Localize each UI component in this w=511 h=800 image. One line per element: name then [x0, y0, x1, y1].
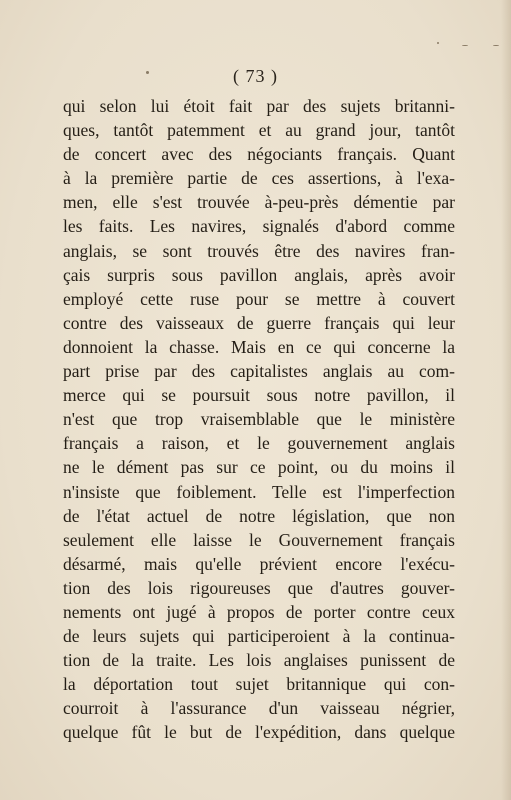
- text-line: qui selon lui étoit fait par des sujets britanni-: [63, 96, 455, 116]
- text-line: quelque fût le but de l'expédition, dans quelque: [63, 722, 455, 743]
- text-line: contre des vaisseaux de guerre français qui leur: [63, 312, 455, 333]
- text-line: courroit à l'assurance d'un vaisseau négrier,: [63, 698, 455, 719]
- paper-speck: [462, 45, 468, 46]
- text-line: ques, tantôt patemment et au grand jour, tantôt: [63, 120, 455, 141]
- text-line: n'insiste que foiblement. Telle est l'imperfection: [63, 481, 455, 502]
- text-line: çais surpris sous pavillon anglais, après avoir: [63, 264, 455, 285]
- text-line: la déportation tout sujet britannique qui con-: [63, 674, 455, 695]
- body-text: [63, 94, 455, 745]
- text-line: nements ont jugé à propos de porter contre ceux: [63, 601, 455, 622]
- text-line: les faits. Les navires, signalés d'abord comme: [63, 216, 455, 237]
- page-number: ( 73 ): [233, 66, 278, 86]
- text-line: à la première partie de ces assertions, à l'exa-: [63, 168, 455, 189]
- text-line: de leurs sujets qui participeroient à la continua-: [63, 626, 455, 647]
- paper-speck: [437, 42, 439, 44]
- text-line: anglais, se sont trouvés être des navires fran-: [63, 240, 455, 261]
- text-line: merce qui se poursuit sous notre pavillon, il: [63, 385, 455, 406]
- text-line: men, elle s'est trouvée à-peu-près démentie par: [63, 192, 455, 213]
- text-line: donnoient la chasse. Mais en ce qui concerne la: [63, 336, 455, 357]
- text-line: désarmé, mais qu'elle prévient encore l'exécu-: [63, 553, 455, 574]
- text-line: ne le dément pas sur ce point, ou du moins il: [63, 457, 455, 478]
- text-line: de concert avec des négociants français. Quant: [63, 144, 455, 165]
- text-line: tion de la traite. Les lois anglaises punissent de: [63, 650, 455, 671]
- paper-speck: [493, 45, 499, 46]
- text-line: n'est que trop vraisemblable que le ministère: [63, 409, 455, 430]
- text-line: français a raison, et le gouvernement anglais: [63, 433, 455, 454]
- page-edge-shadow: [501, 0, 511, 800]
- text-line: tion des lois rigoureuses que d'autres gouver-: [63, 577, 455, 598]
- text-line: de l'état actuel de notre législation, que non: [63, 505, 455, 526]
- text-line: employé cette ruse pour se mettre à couvert: [63, 288, 455, 309]
- text-line: part prise par des capitalistes anglais au com-: [63, 361, 455, 382]
- text-line: seulement elle laisse le Gouvernement français: [63, 529, 455, 550]
